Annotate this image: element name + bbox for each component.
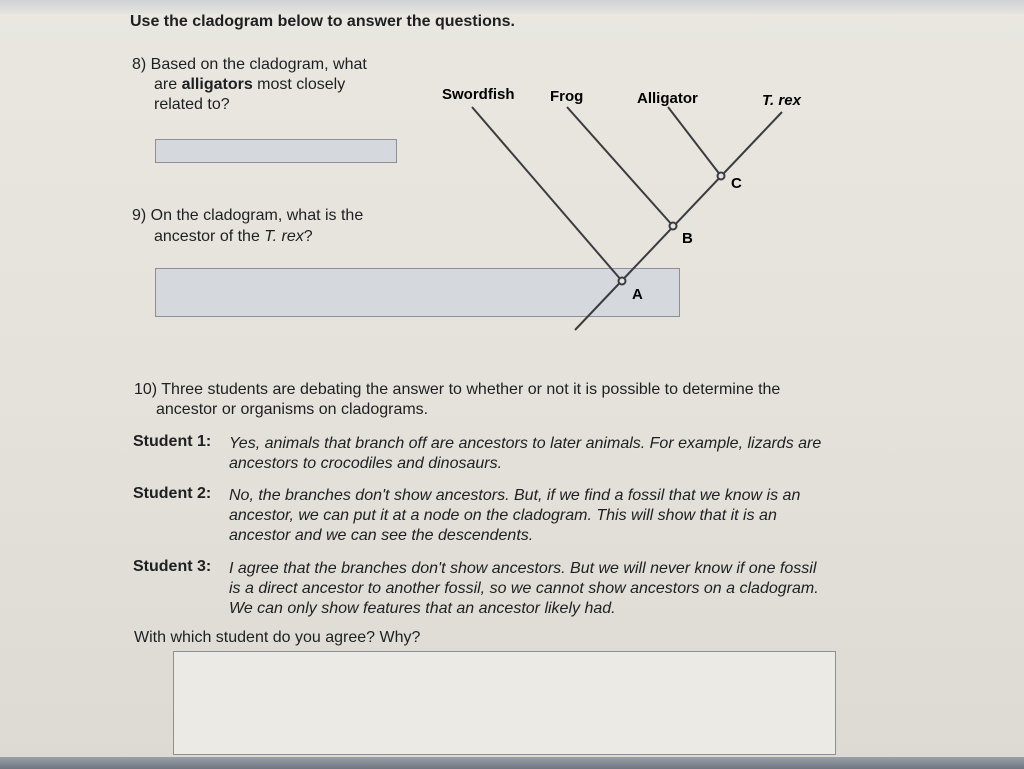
student1-line1: Yes, animals that branch off are ancestors to later animals. For example, lizards are: [229, 435, 822, 452]
student2-line2: ancestor, we can put it at a node on the cladogram. This will show that it is an: [229, 507, 777, 524]
student3-line1: I agree that the branches don't show ancestors. But we will never know if one fossil: [229, 560, 817, 577]
node-c-label: C: [731, 175, 742, 192]
page-bottom-edge: [0, 757, 1024, 769]
final-answer-field[interactable]: [173, 651, 836, 755]
q9-line1: 9) On the cladogram, what is the: [132, 207, 364, 224]
taxon-trex: T. rex: [762, 92, 801, 109]
q9-line2: ancestor of the T. rex?: [154, 228, 313, 245]
q8-line3: related to?: [154, 96, 230, 113]
branch-frog: [567, 107, 673, 226]
student1-label: Student 1:: [133, 433, 212, 450]
taxon-frog: Frog: [550, 88, 584, 105]
student3-line2: is a direct ancestor to another fossil, so we cannot show ancestors on a cladogram.: [229, 580, 819, 597]
node-c-marker: [718, 173, 725, 180]
node-b-label: B: [682, 230, 693, 247]
student2-label: Student 2:: [133, 485, 212, 502]
q8-line2: are alligators most closely: [154, 76, 346, 93]
q8-line1: 8) Based on the cladogram, what: [132, 56, 367, 73]
q10-line1: 10) Three students are debating the answer to whether or not it is possible to determine the: [134, 381, 781, 398]
taxon-alligator: Alligator: [637, 90, 698, 107]
student2-line3: ancestor and we can see the descendents.: [229, 527, 534, 544]
node-a-marker: [619, 278, 626, 285]
student2-line1: No, the branches don't show ancestors. But, if we find a fossil that we know is an: [229, 487, 801, 504]
student3-line3: We can only show features that an ancestor likely had.: [229, 600, 616, 617]
taxon-swordfish: Swordfish: [442, 86, 515, 103]
instruction-text: Use the cladogram below to answer the questions.: [130, 13, 515, 30]
node-b-marker: [670, 223, 677, 230]
student1-line2: ancestors to crocodiles and dinosaurs.: [229, 455, 503, 472]
cladogram-main-line: [575, 112, 782, 330]
branch-alligator: [668, 107, 721, 176]
q10-line2: ancestor or organisms on cladograms.: [156, 401, 429, 418]
final-question: With which student do you agree? Why?: [134, 629, 421, 646]
node-a-label: A: [632, 286, 643, 303]
branch-swordfish: [472, 107, 622, 281]
student3-label: Student 3:: [133, 558, 212, 575]
